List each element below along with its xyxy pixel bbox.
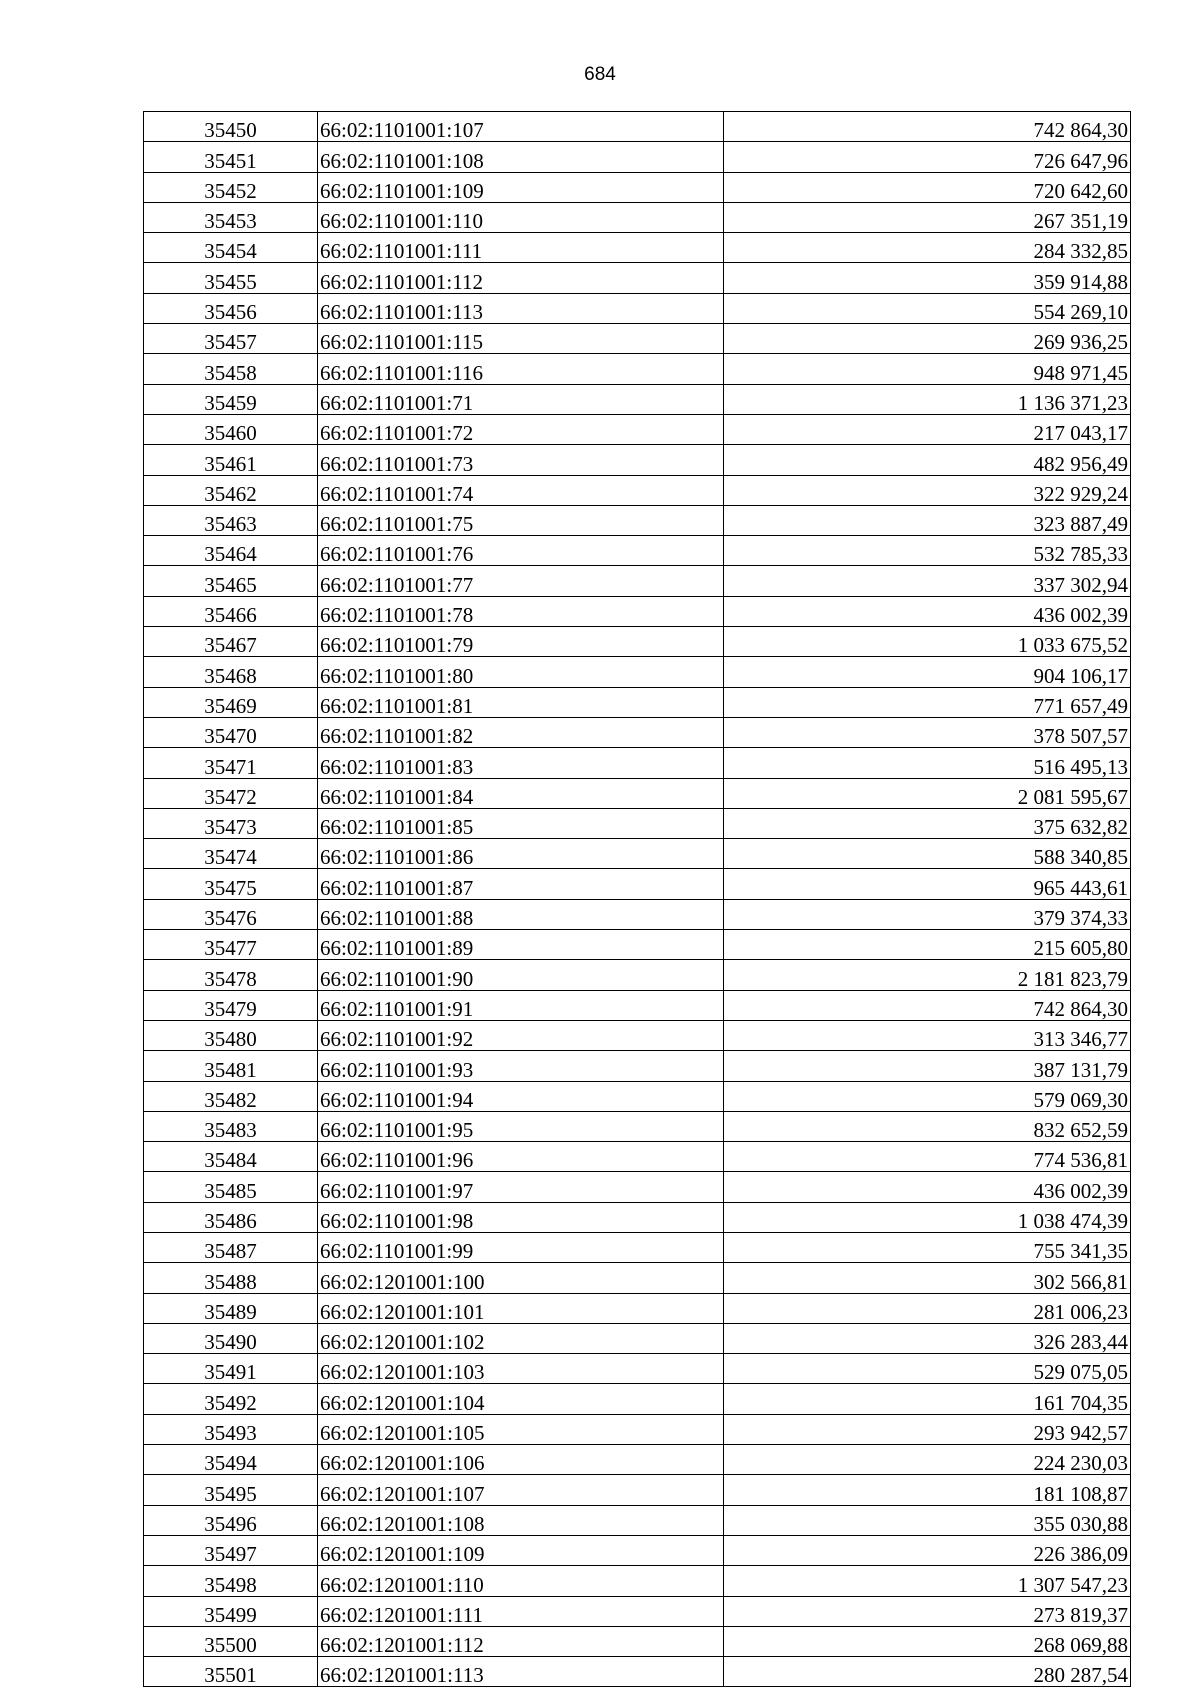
cadastral-number-cell: 66:02:1101001:91 (318, 990, 724, 1020)
cadastral-number-cell: 66:02:1101001:75 (318, 505, 724, 535)
cadastral-number-cell: 66:02:1201001:101 (318, 1293, 724, 1323)
row-number-cell: 35481 (144, 1051, 318, 1081)
table-row (144, 263, 1131, 293)
cadastral-value-cell: 224 230,03 (724, 1445, 1131, 1475)
cadastral-value-cell: 322 929,24 (724, 475, 1131, 505)
row-number-cell: 35456 (144, 293, 318, 323)
cadastral-value-cell: 726 647,96 (724, 142, 1131, 172)
table-row (144, 808, 1131, 838)
table-row (144, 1505, 1131, 1535)
table-row (144, 354, 1131, 384)
row-number-cell: 35473 (144, 808, 318, 838)
cadastral-number-cell: 66:02:1101001:77 (318, 566, 724, 596)
table-row (144, 899, 1131, 929)
cadastral-value-cell: 281 006,23 (724, 1293, 1131, 1323)
cadastral-number-cell: 66:02:1101001:73 (318, 445, 724, 475)
cadastral-number-cell: 66:02:1101001:72 (318, 414, 724, 444)
table-row (144, 1263, 1131, 1293)
data-table-container (143, 111, 1131, 1687)
table-row (144, 172, 1131, 202)
row-number-cell: 35470 (144, 717, 318, 747)
table-row (144, 1232, 1131, 1262)
cadastral-value-cell: 293 942,57 (724, 1414, 1131, 1444)
row-number-cell: 35497 (144, 1535, 318, 1565)
cadastral-number-cell: 66:02:1201001:107 (318, 1475, 724, 1505)
cadastral-number-cell: 66:02:1101001:109 (318, 172, 724, 202)
cadastral-value-cell: 1 038 474,39 (724, 1202, 1131, 1232)
row-number-cell: 35487 (144, 1232, 318, 1262)
table-row (144, 869, 1131, 899)
cadastral-value-cell: 529 075,05 (724, 1354, 1131, 1384)
cadastral-number-cell: 66:02:1101001:97 (318, 1172, 724, 1202)
row-number-cell: 35462 (144, 475, 318, 505)
cadastral-number-cell: 66:02:1101001:79 (318, 627, 724, 657)
cadastral-value-cell: 579 069,30 (724, 1081, 1131, 1111)
cadastral-value-cell: 268 069,88 (724, 1626, 1131, 1656)
row-number-cell: 35485 (144, 1172, 318, 1202)
cadastral-value-cell: 379 374,33 (724, 899, 1131, 929)
cadastral-value-cell: 2 181 823,79 (724, 960, 1131, 990)
row-number-cell: 35489 (144, 1293, 318, 1323)
cadastral-number-cell: 66:02:1101001:113 (318, 293, 724, 323)
cadastral-number-cell: 66:02:1101001:74 (318, 475, 724, 505)
table-row (144, 1051, 1131, 1081)
cadastral-value-cell: 742 864,30 (724, 112, 1131, 142)
cadastral-number-cell: 66:02:1101001:80 (318, 657, 724, 687)
cadastral-value-table (143, 111, 1131, 1687)
cadastral-value-cell: 904 106,17 (724, 657, 1131, 687)
table-row (144, 414, 1131, 444)
cadastral-value-cell: 337 302,94 (724, 566, 1131, 596)
cadastral-number-cell: 66:02:1101001:84 (318, 778, 724, 808)
cadastral-number-cell: 66:02:1101001:98 (318, 1202, 724, 1232)
cadastral-value-cell: 269 936,25 (724, 324, 1131, 354)
table-row (144, 1323, 1131, 1353)
cadastral-number-cell: 66:02:1101001:83 (318, 748, 724, 778)
table-row (144, 112, 1131, 142)
cadastral-value-cell: 965 443,61 (724, 869, 1131, 899)
cadastral-number-cell: 66:02:1101001:99 (318, 1232, 724, 1262)
cadastral-value-cell: 1 136 371,23 (724, 384, 1131, 414)
table-row (144, 475, 1131, 505)
cadastral-number-cell: 66:02:1101001:96 (318, 1142, 724, 1172)
table-row (144, 324, 1131, 354)
row-number-cell: 35496 (144, 1505, 318, 1535)
cadastral-value-cell: 774 536,81 (724, 1142, 1131, 1172)
row-number-cell: 35450 (144, 112, 318, 142)
cadastral-number-cell: 66:02:1101001:89 (318, 930, 724, 960)
table-row (144, 657, 1131, 687)
table-row (144, 293, 1131, 323)
cadastral-number-cell: 66:02:1201001:100 (318, 1263, 724, 1293)
row-number-cell: 35468 (144, 657, 318, 687)
cadastral-number-cell: 66:02:1101001:88 (318, 899, 724, 929)
row-number-cell: 35494 (144, 1445, 318, 1475)
cadastral-number-cell: 66:02:1201001:104 (318, 1384, 724, 1414)
cadastral-value-cell: 326 283,44 (724, 1323, 1131, 1353)
row-number-cell: 35466 (144, 596, 318, 626)
table-row (144, 202, 1131, 232)
cadastral-number-cell: 66:02:1201001:109 (318, 1535, 724, 1565)
row-number-cell: 35479 (144, 990, 318, 1020)
cadastral-number-cell: 66:02:1201001:112 (318, 1626, 724, 1656)
cadastral-value-cell: 948 971,45 (724, 354, 1131, 384)
table-row (144, 1535, 1131, 1565)
row-number-cell: 35455 (144, 263, 318, 293)
row-number-cell: 35482 (144, 1081, 318, 1111)
table-row (144, 960, 1131, 990)
row-number-cell: 35464 (144, 536, 318, 566)
cadastral-number-cell: 66:02:1101001:111 (318, 233, 724, 263)
cadastral-value-cell: 554 269,10 (724, 293, 1131, 323)
table-row (144, 536, 1131, 566)
cadastral-value-cell: 1 033 675,52 (724, 627, 1131, 657)
table-row (144, 1111, 1131, 1141)
table-row (144, 1172, 1131, 1202)
cadastral-value-cell: 2 081 595,67 (724, 778, 1131, 808)
cadastral-value-cell: 720 642,60 (724, 172, 1131, 202)
cadastral-number-cell: 66:02:1101001:82 (318, 717, 724, 747)
table-row (144, 778, 1131, 808)
cadastral-value-cell: 755 341,35 (724, 1232, 1131, 1262)
row-number-cell: 35474 (144, 839, 318, 869)
cadastral-number-cell: 66:02:1201001:111 (318, 1596, 724, 1626)
table-row (144, 1566, 1131, 1596)
cadastral-number-cell: 66:02:1101001:76 (318, 536, 724, 566)
table-body (144, 112, 1131, 1687)
table-row (144, 839, 1131, 869)
row-number-cell: 35458 (144, 354, 318, 384)
cadastral-number-cell: 66:02:1101001:78 (318, 596, 724, 626)
row-number-cell: 35488 (144, 1263, 318, 1293)
table-row (144, 1202, 1131, 1232)
table-row (144, 1475, 1131, 1505)
row-number-cell: 35461 (144, 445, 318, 475)
table-row (144, 596, 1131, 626)
row-number-cell: 35452 (144, 172, 318, 202)
cadastral-number-cell: 66:02:1101001:86 (318, 839, 724, 869)
cadastral-value-cell: 375 632,82 (724, 808, 1131, 838)
table-row (144, 930, 1131, 960)
table-row (144, 505, 1131, 535)
cadastral-number-cell: 66:02:1201001:103 (318, 1354, 724, 1384)
table-row (144, 748, 1131, 778)
cadastral-value-cell: 355 030,88 (724, 1505, 1131, 1535)
cadastral-number-cell: 66:02:1101001:71 (318, 384, 724, 414)
cadastral-number-cell: 66:02:1101001:95 (318, 1111, 724, 1141)
cadastral-number-cell: 66:02:1201001:106 (318, 1445, 724, 1475)
row-number-cell: 35475 (144, 869, 318, 899)
cadastral-value-cell: 284 332,85 (724, 233, 1131, 263)
row-number-cell: 35498 (144, 1566, 318, 1596)
cadastral-value-cell: 302 566,81 (724, 1263, 1131, 1293)
cadastral-value-cell: 588 340,85 (724, 839, 1131, 869)
table-row (144, 1142, 1131, 1172)
row-number-cell: 35457 (144, 324, 318, 354)
cadastral-number-cell: 66:02:1201001:105 (318, 1414, 724, 1444)
cadastral-number-cell: 66:02:1101001:107 (318, 112, 724, 142)
cadastral-number-cell: 66:02:1101001:90 (318, 960, 724, 990)
row-number-cell: 35484 (144, 1142, 318, 1172)
table-row (144, 1657, 1131, 1687)
cadastral-number-cell: 66:02:1101001:81 (318, 687, 724, 717)
cadastral-number-cell: 66:02:1101001:85 (318, 808, 724, 838)
table-row (144, 717, 1131, 747)
cadastral-number-cell: 66:02:1101001:92 (318, 1020, 724, 1050)
row-number-cell: 35467 (144, 627, 318, 657)
table-row (144, 142, 1131, 172)
table-row (144, 627, 1131, 657)
cadastral-value-cell: 532 785,33 (724, 536, 1131, 566)
cadastral-value-cell: 280 287,54 (724, 1657, 1131, 1687)
row-number-cell: 35483 (144, 1111, 318, 1141)
cadastral-value-cell: 323 887,49 (724, 505, 1131, 535)
table-row (144, 445, 1131, 475)
table-row (144, 1626, 1131, 1656)
cadastral-value-cell: 215 605,80 (724, 930, 1131, 960)
cadastral-value-cell: 378 507,57 (724, 717, 1131, 747)
row-number-cell: 35454 (144, 233, 318, 263)
cadastral-number-cell: 66:02:1101001:112 (318, 263, 724, 293)
table-row (144, 990, 1131, 1020)
cadastral-number-cell: 66:02:1201001:108 (318, 1505, 724, 1535)
cadastral-value-cell: 161 704,35 (724, 1384, 1131, 1414)
row-number-cell: 35499 (144, 1596, 318, 1626)
cadastral-number-cell: 66:02:1101001:94 (318, 1081, 724, 1111)
row-number-cell: 35471 (144, 748, 318, 778)
cadastral-value-cell: 482 956,49 (724, 445, 1131, 475)
table-row (144, 1384, 1131, 1414)
cadastral-value-cell: 226 386,09 (724, 1535, 1131, 1565)
row-number-cell: 35492 (144, 1384, 318, 1414)
page-number: 684 (584, 64, 616, 85)
cadastral-value-cell: 359 914,88 (724, 263, 1131, 293)
row-number-cell: 35501 (144, 1657, 318, 1687)
row-number-cell: 35463 (144, 505, 318, 535)
cadastral-number-cell: 66:02:1101001:110 (318, 202, 724, 232)
cadastral-value-cell: 217 043,17 (724, 414, 1131, 444)
row-number-cell: 35451 (144, 142, 318, 172)
cadastral-value-cell: 267 351,19 (724, 202, 1131, 232)
cadastral-value-cell: 832 652,59 (724, 1111, 1131, 1141)
row-number-cell: 35500 (144, 1626, 318, 1656)
cadastral-number-cell: 66:02:1101001:93 (318, 1051, 724, 1081)
cadastral-value-cell: 387 131,79 (724, 1051, 1131, 1081)
table-row (144, 687, 1131, 717)
cadastral-value-cell: 436 002,39 (724, 596, 1131, 626)
table-row (144, 1596, 1131, 1626)
row-number-cell: 35480 (144, 1020, 318, 1050)
cadastral-value-cell: 516 495,13 (724, 748, 1131, 778)
table-row (144, 1414, 1131, 1444)
table-row (144, 1081, 1131, 1111)
row-number-cell: 35459 (144, 384, 318, 414)
cadastral-value-cell: 771 657,49 (724, 687, 1131, 717)
table-row (144, 233, 1131, 263)
cadastral-value-cell: 1 307 547,23 (724, 1566, 1131, 1596)
cadastral-number-cell: 66:02:1201001:113 (318, 1657, 724, 1687)
row-number-cell: 35478 (144, 960, 318, 990)
cadastral-number-cell: 66:02:1101001:116 (318, 354, 724, 384)
row-number-cell: 35469 (144, 687, 318, 717)
cadastral-value-cell: 742 864,30 (724, 990, 1131, 1020)
cadastral-value-cell: 436 002,39 (724, 1172, 1131, 1202)
table-row (144, 566, 1131, 596)
cadastral-number-cell: 66:02:1201001:102 (318, 1323, 724, 1353)
row-number-cell: 35472 (144, 778, 318, 808)
row-number-cell: 35465 (144, 566, 318, 596)
table-row (144, 1020, 1131, 1050)
cadastral-number-cell: 66:02:1101001:115 (318, 324, 724, 354)
table-row (144, 1293, 1131, 1323)
cadastral-value-cell: 273 819,37 (724, 1596, 1131, 1626)
row-number-cell: 35486 (144, 1202, 318, 1232)
table-row (144, 384, 1131, 414)
cadastral-number-cell: 66:02:1101001:108 (318, 142, 724, 172)
table-row (144, 1445, 1131, 1475)
cadastral-value-cell: 181 108,87 (724, 1475, 1131, 1505)
row-number-cell: 35495 (144, 1475, 318, 1505)
cadastral-value-cell: 313 346,77 (724, 1020, 1131, 1050)
row-number-cell: 35453 (144, 202, 318, 232)
row-number-cell: 35493 (144, 1414, 318, 1444)
row-number-cell: 35490 (144, 1323, 318, 1353)
table-row (144, 1354, 1131, 1384)
row-number-cell: 35460 (144, 414, 318, 444)
cadastral-number-cell: 66:02:1101001:87 (318, 869, 724, 899)
cadastral-number-cell: 66:02:1201001:110 (318, 1566, 724, 1596)
row-number-cell: 35477 (144, 930, 318, 960)
row-number-cell: 35491 (144, 1354, 318, 1384)
row-number-cell: 35476 (144, 899, 318, 929)
